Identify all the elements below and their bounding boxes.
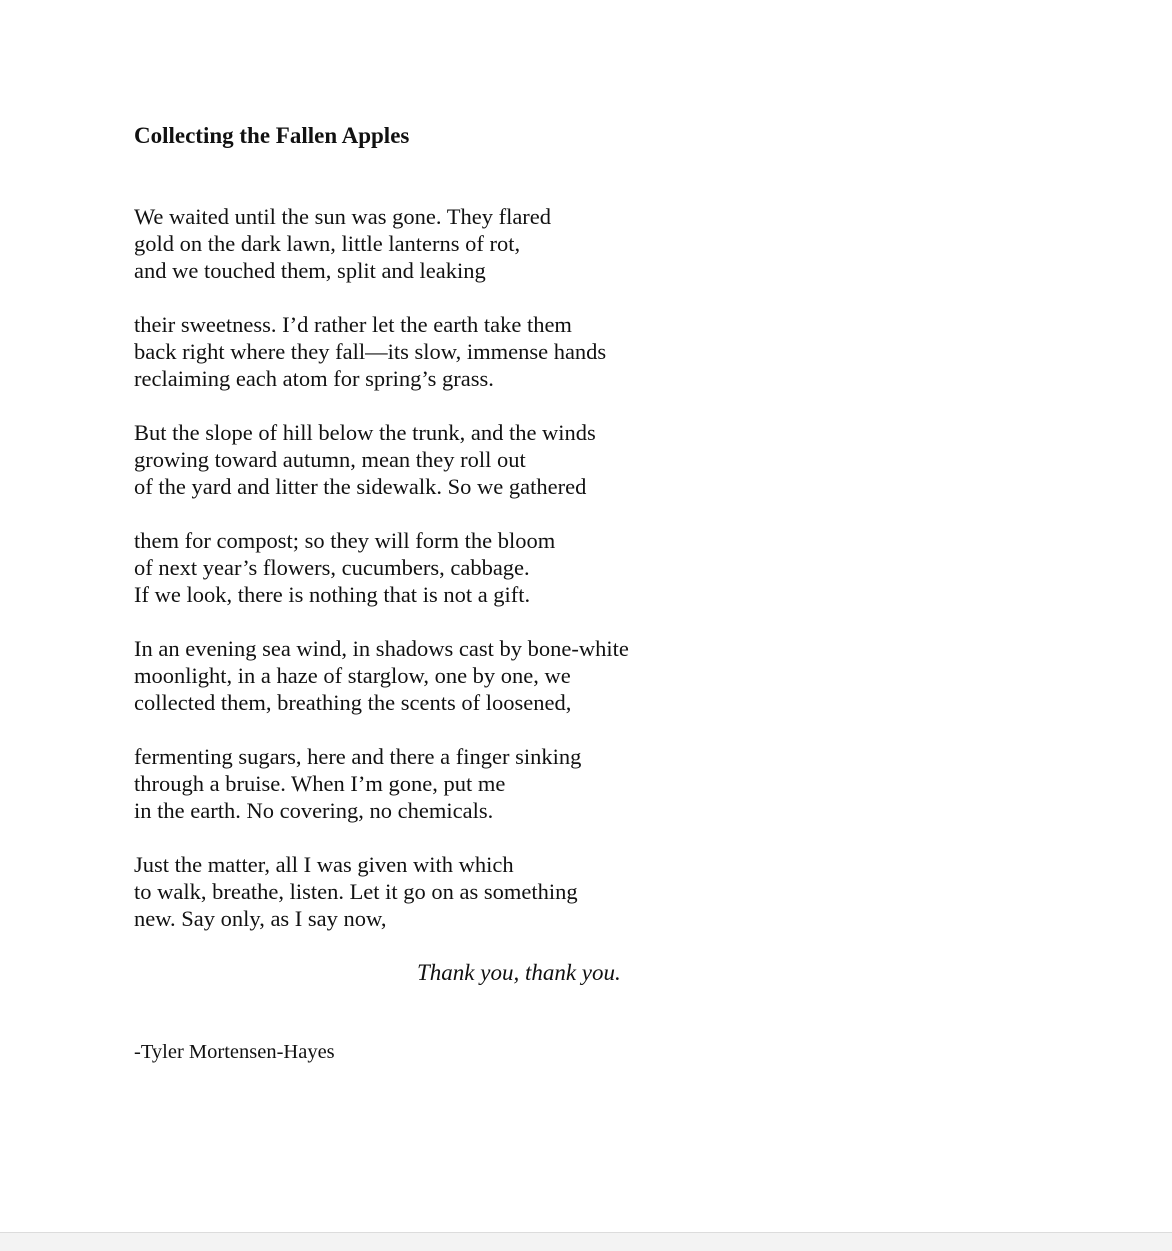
poem-line: in the earth. No covering, no chemicals. (134, 798, 494, 823)
closing-line: Thank you, thank you. (417, 960, 621, 985)
poem-line: gold on the dark lawn, little lanterns of rot, (134, 231, 521, 256)
poem-line: through a bruise. When I’m gone, put me (134, 771, 506, 796)
poem-line: But the slope of hill below the trunk, and the winds (134, 420, 596, 445)
stanza-1 (134, 203, 551, 284)
poem-line: and we touched them, split and leaking (134, 258, 486, 283)
poem-line: reclaiming each atom for spring’s grass. (134, 366, 494, 391)
viewer-bottom-edge (0, 1232, 1172, 1251)
poem-line: If we look, there is nothing that is not a gift. (134, 582, 531, 607)
stanza-7 (134, 851, 578, 932)
stanza-3 (134, 419, 596, 500)
poem-line: We waited until the sun was gone. They flared (134, 204, 552, 229)
poem-title: Collecting the Fallen Apples (134, 123, 410, 148)
poem-line: back right where they fall—its slow, immense hands (134, 339, 607, 364)
stanza-6 (134, 743, 581, 824)
poem-line: of the yard and litter the sidewalk. So we gathered (134, 474, 587, 499)
poem-line: moonlight, in a haze of starglow, one by one, we (134, 663, 571, 688)
poem-line: their sweetness. I’d rather let the earth take them (134, 312, 572, 337)
stanza-2 (134, 311, 606, 392)
poem-line: growing toward autumn, mean they roll out (134, 447, 526, 472)
poem-line: collected them, breathing the scents of loosened, (134, 690, 572, 715)
poem-line: Just the matter, all I was given with which (134, 852, 514, 877)
poem-line: new. Say only, as I say now, (134, 906, 387, 931)
stanza-4 (134, 527, 555, 608)
poem-line: to walk, breathe, listen. Let it go on as something (134, 879, 578, 904)
poem-line: In an evening sea wind, in shadows cast by bone-white (134, 636, 629, 661)
author-signature: -Tyler Mortensen-Hayes (134, 1041, 335, 1063)
poem-line: of next year’s flowers, cucumbers, cabbage. (134, 555, 530, 580)
stanza-5 (134, 635, 629, 716)
poem-line: them for compost; so they will form the bloom (134, 528, 556, 553)
poem-line: fermenting sugars, here and there a finger sinking (134, 744, 582, 769)
